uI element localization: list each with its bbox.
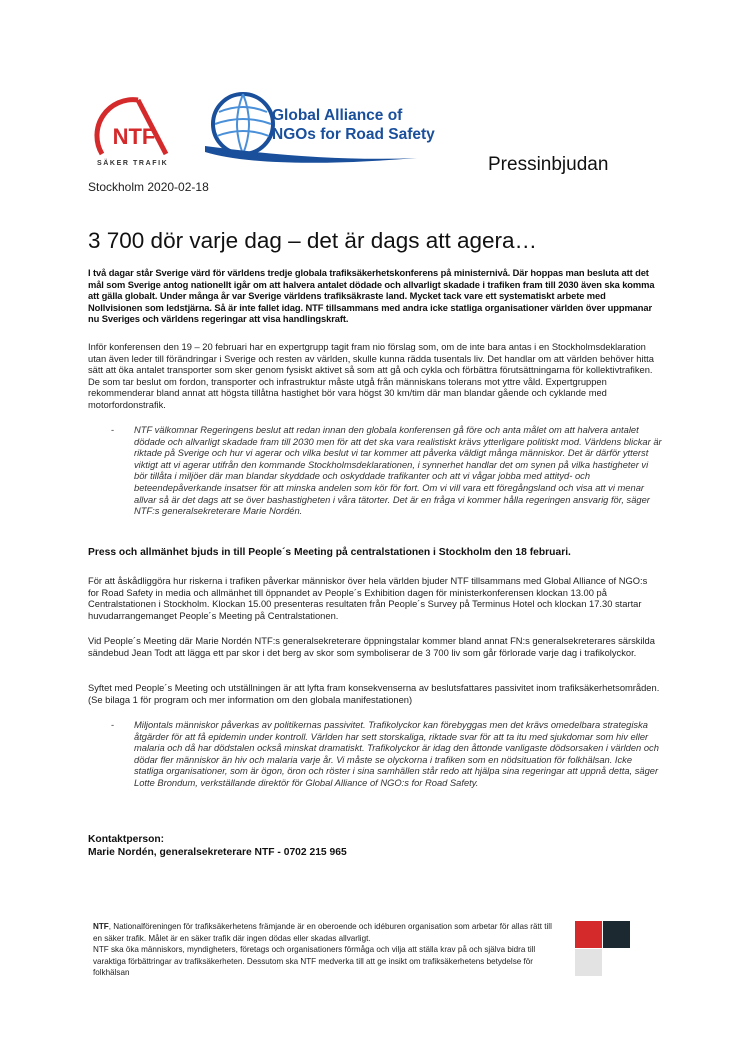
quote-2: Miljontals människor påverkas av politikernas passivitet. Trafikolyckor kan förebyggas men det krävs omedelbara strategiska åtgärder för att få epidemin under kontroll. Världen har sett storskaliga, riktade svar för att ta itu med sjukdomar som hiv eller malaria och då har dödstalen också minskat dramatiskt. Trafikolyckor är idag den åttonde vanligaste dödsorsaken i världen och dödar fler människor än hiv och malaria varje år. Vi måste se olyckorna i trafiken som en nödsituation för folkhälsan. Icke statliga organisationer, som är ögon, öron och röster i sina samhällen står redo att hjälpa sina regeringar att uppnå detta, säger Lotte Brondum, verkställande direktör för Global Alliance of NGO:s for Road Safety. [134, 720, 659, 788]
global-alliance-name [272, 106, 435, 144]
lead-paragraph: I två dagar står Sverige värd för världens tredje globala trafiksäkerhetskonferens på ministernivå. Där hoppas man besluta att det mål som Sverige antog nationellt igår om att halvera antalet dödade och allvarligt skadade i trafiken fram till 2030 även ska komma att gälla globalt. Under många år var Sverige världens trafiksäkraste land. Mycket tack vare ett systematiskt arbete med Nollvisionen som ledstjärna. Så är inte fallet idag. NTF tillsammans med andra icke statliga organisationer världen över uppmanar nu Sveriges och världens regeringar att visa handlingskraft. [88, 268, 655, 325]
contact-label: Kontaktperson: [88, 834, 165, 845]
footer-square-dark [603, 921, 630, 948]
subheading: Press och allmänhet bjuds in till People´s Meeting på centralstationen i Stockholm den 18 februari. [88, 547, 571, 558]
place-date: Stockholm 2020-02-18 [88, 180, 209, 194]
quote-marker-1: - [111, 425, 115, 435]
quote-1: NTF välkomnar Regeringens beslut att redan innan den globala konferensen gå före och anta målet om att halvera antalet dödade och allvarligt skadade fram till 2030 men för att det ska vara realistiskt krävs ytterligare politiskt mod. Världens blickar är riktade på Sverige och hur vi agerar och vilka beslut vi tar kommer att påverka väldigt många människor. Det är därför ytterst viktigt att vi agerar utifrån den kommande Stockholmsdeklarationen, i synnerhet handlar det om synen på vilka hastigheter vi bör tillåta i miljöer där man blandar skyddade och oskyddade trafikanter och att vi vågar jobba med attityd- och beteendepåverkande insatser för att minska andelen som kör för fort. Om vi vill vara ett föregångsland och visa att vi menar allvar så är det dags att se över bashastigheten i våra tätorter. Det är en fråga vi kommer hålla regeringen ansvarig för, säger NTF:s generalsekreterare Marie Nordén. [134, 425, 662, 517]
footer-line-1 [93, 921, 563, 944]
footer-square-grey [575, 949, 602, 976]
footer-line-2: NTF ska öka människors, myndigheters, företags och organisationers förmåga och vilja att ställa krav på och själva bidra till varaktiga förbättringar av trafiksäkerheten. Dessutom ska NTF medverka till att ge insikt om trafiksäkerhetens betydelse för folkhälsan [93, 945, 536, 978]
ga-line-2: NGOs for Road Safety [272, 126, 435, 143]
document-type: Pressinbjudan [488, 154, 609, 175]
paragraph-2: För att åskådliggöra hur riskerna i trafiken påverkar människor över hela världen bjuder NTF tillsammans med Global Alliance of NGO:s for Road Safety in media och allmänhet till öppnandet av People´s Exhibition dagen för ministerkonferensen klockan 13.00 på Centralstationen i Stockholm. Klockan 15.00 presenteras resultaten från People´s Survey på Terminus Hotel och klockan 17.30 startar huvudarrangemanget People´s Meeting på Centralstationen. [88, 576, 648, 621]
paragraph-3: Vid People´s Meeting där Marie Nordén NTF:s generalsekreterare öppningstalar kommer bland annat FN:s generalsekreterares särskilda sändebud Jean Todt att lägga ett par skor i det berg av skor som symboliserar de 3 700 liv som går förlorade varje dag i trafikolyckor. [88, 636, 655, 658]
paragraph-4: Syftet med People´s Meeting och utställningen är att lyfta fram konsekvenserna av beslutsfattares passivitet inom trafiksäkerhetsområden. (Se bilaga 1 för program och mer information om den globala manifestationen) [88, 683, 660, 705]
paragraph-1: Inför konferensen den 19 – 20 februari har en expertgrupp tagit fram nio förslag som, om de inte bara antas i en Stockholmsdeklaration utan även leder till förändringar i Sverige och resten av världen, skulle kunna rädda tusentals liv. Det handlar om att världen behöver hitta sätt att öka antalet transporter som sker genom fysiskt aktivet så som att gå och cykla och förbättra förutsättningarna för kollektivtrafiken. De som tar beslut om fordon, transporter och infrastruktur måste utgå från människans tolerans mot yttre våld. Expertgruppen rekommenderar bland annat att högsta tillåtna hastighet bör vara högst 30 km/tim där man blandar gående och cyklande med motorfordonstrafik. [88, 342, 654, 410]
footer-square-red [575, 921, 602, 948]
footer [93, 921, 563, 979]
contact-person: Marie Nordén, generalsekreterare NTF - 0702 215 965 [88, 847, 347, 858]
footer-line-1-text: , Nationalföreningen för trafiksäkerhetens främjande är en oberoende och idéburen organisation som arbetar för allas rätt till en säker trafik. Målet är en säker trafik där ingen dödas eller skadas allvarligt. [93, 922, 552, 943]
ntf-logo-text: NTF [112, 124, 156, 149]
footer-ntf-bold: NTF [93, 922, 109, 931]
ntf-tagline: SÄKER TRAFIK [97, 160, 169, 167]
headline: 3 700 dör varje dag – det är dags att agera… [88, 228, 538, 253]
quote-marker-2: - [111, 720, 115, 730]
ga-line-1: Global Alliance of [272, 107, 403, 124]
